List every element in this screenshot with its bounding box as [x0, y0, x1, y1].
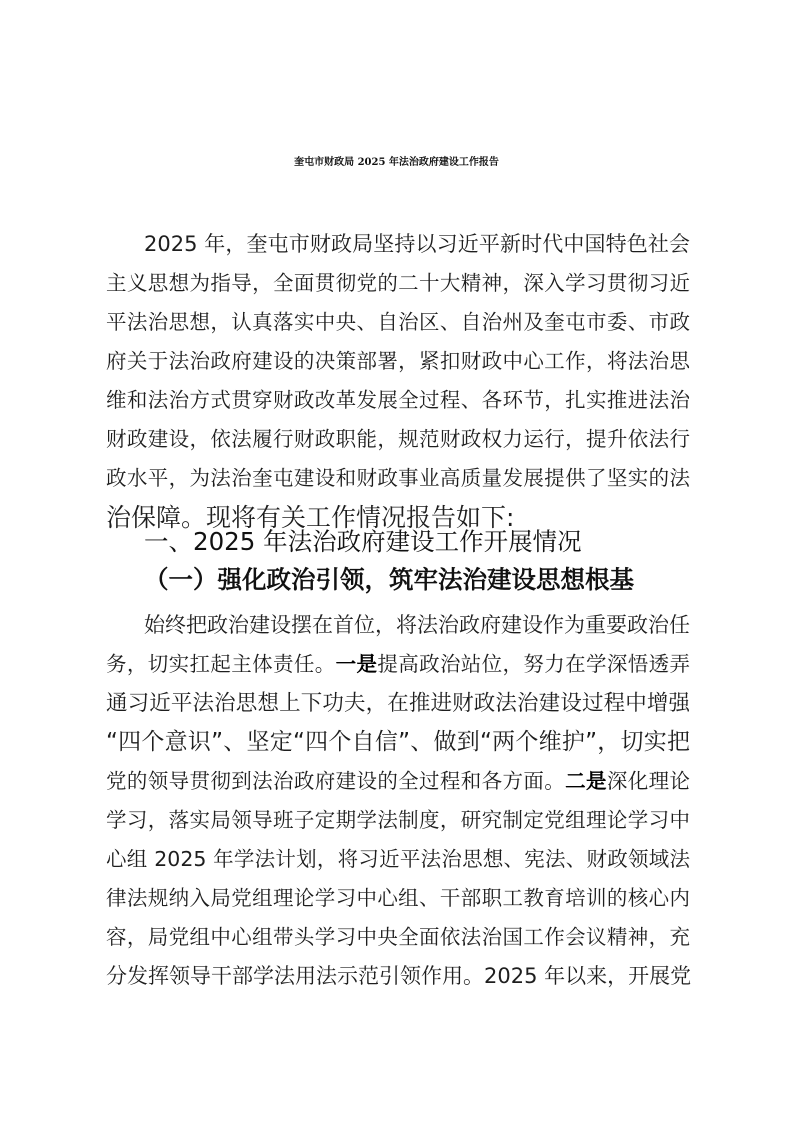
- paragraph-line: [106, 762, 690, 801]
- paragraph-line: 财政建设，依法履行财政职能，规范财政权力运行，提升依法行: [106, 427, 690, 451]
- text-run: 党的领导贯彻到法治政府建设的全过程和各方面。: [106, 769, 566, 793]
- emphasis-marker: 一是: [335, 652, 378, 676]
- subsection-heading: （一）强化政治引领，筑牢法治建设思想根基: [144, 565, 634, 594]
- text-run: 提高政治站位，努力在学深悟透弄: [377, 652, 691, 676]
- paragraph-line: 始终把政治建设摆在首位，将法治政府建设作为重要政治任: [144, 613, 690, 637]
- text-run: 深化理论: [606, 769, 691, 793]
- document-title: 奎屯市财政局 2025 年法治政府建设工作报告: [294, 157, 499, 168]
- paragraph-line: 维和法治方式贯穿财政改革发展全过程、各环节，扎实推进法治: [106, 388, 690, 412]
- paragraph-line: 主义思想为指导，全面贯彻党的二十大精神，深入学习贯彻习近: [106, 271, 690, 295]
- paragraph-line: 2025 年，奎屯市财政局坚持以习近平新时代中国特色社会: [144, 232, 690, 256]
- paragraph-line: 容，局党组中心组带头学习中央全面依法治国工作会议精神，充: [106, 925, 690, 949]
- paragraph-line: 心组 2025 年学法计划，将习近平法治思想、宪法、财政领域法: [106, 847, 690, 871]
- paragraph-line: 学习，落实局领导班子定期学法制度，研究制定党组理论学习中: [106, 808, 690, 832]
- paragraph-line: 律法规纳入局党组理论学习中心组、干部职工教育培训的核心内: [106, 886, 690, 910]
- emphasis-marker: 二是: [565, 769, 607, 793]
- text-run: 务，切实扛起主体责任。: [106, 652, 336, 676]
- paragraph-line: 治保障。现将有关工作情况报告如下:: [106, 503, 515, 532]
- paragraph-line: 平法治思想，认真落实中央、自治区、自治州及奎屯市委、市政: [106, 310, 690, 334]
- paragraph-line: 府关于法治政府建设的决策部署，紧扣财政中心工作，将法治思: [106, 349, 690, 373]
- paragraph-line: 通习近平法治思想上下功夫，在推进财政法治建设过程中增强: [106, 691, 690, 716]
- section-heading: 一、2025 年法治政府建设工作开展情况: [144, 527, 582, 556]
- paragraph-line: 政水平，为法治奎屯建设和财政事业高质量发展提供了坚实的法: [106, 466, 690, 490]
- paragraph-line: 分发挥领导干部学法用法示范引领作用。2025 年以来，开展党: [106, 964, 692, 988]
- paragraph-line: “四个意识”、坚定“四个自信”、做到“两个维护”，切实把: [106, 729, 690, 755]
- paragraph-line: [106, 645, 690, 684]
